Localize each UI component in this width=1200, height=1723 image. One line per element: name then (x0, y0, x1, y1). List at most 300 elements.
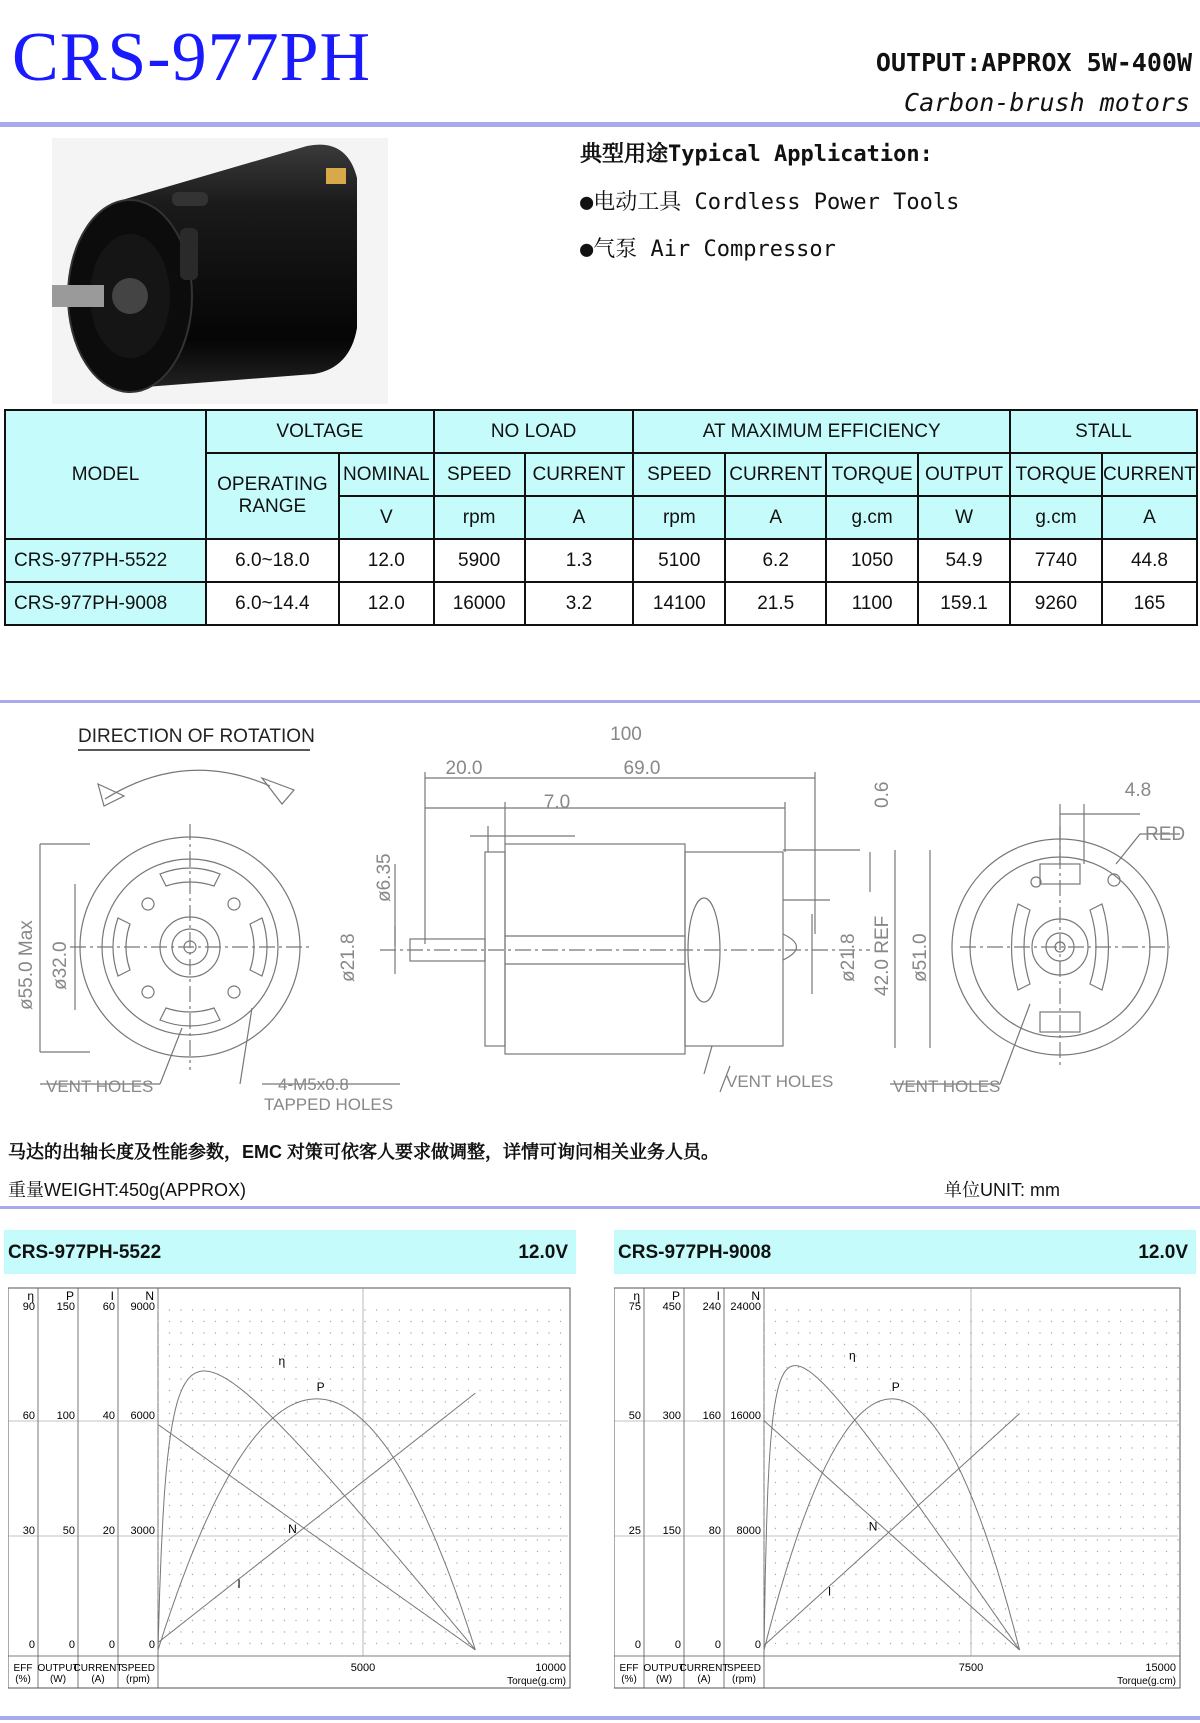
grid-dot (867, 1643, 868, 1644)
grid-dot (468, 1378, 469, 1379)
grid-dot (192, 1574, 193, 1575)
grid-dot (157, 1378, 158, 1379)
grid-dot (1005, 1470, 1006, 1471)
rear-end-view (952, 826, 1170, 1066)
grid-dot (1120, 1482, 1121, 1483)
grid-dot (947, 1309, 948, 1310)
grid-dot (249, 1321, 250, 1322)
grid-dot (1074, 1505, 1075, 1506)
grid-dot (1154, 1643, 1155, 1644)
grid-dot (295, 1620, 296, 1621)
grid-dot (203, 1551, 204, 1552)
grid-dot (422, 1539, 423, 1540)
grid-dot (330, 1620, 331, 1621)
grid-dot (1177, 1355, 1178, 1356)
grid-dot (192, 1413, 193, 1414)
grid-dot (203, 1631, 204, 1632)
grid-dot (809, 1608, 810, 1609)
grid-dot (763, 1378, 764, 1379)
grid-dot (809, 1505, 810, 1506)
grid-dot (272, 1574, 273, 1575)
grid-dot (993, 1424, 994, 1425)
grid-dot (295, 1574, 296, 1575)
grid-dot (215, 1562, 216, 1563)
grid-dot (763, 1332, 764, 1333)
grid-dot (913, 1574, 914, 1575)
grid-dot (215, 1574, 216, 1575)
grid-dot (1131, 1482, 1132, 1483)
grid-dot (809, 1620, 810, 1621)
grid-dot (763, 1562, 764, 1563)
grid-dot (376, 1505, 377, 1506)
grid-dot (1120, 1493, 1121, 1494)
grid-dot (399, 1631, 400, 1632)
grid-dot (341, 1597, 342, 1598)
grid-dot (491, 1309, 492, 1310)
grid-dot (433, 1332, 434, 1333)
grid-dot (1166, 1620, 1167, 1621)
grid-dot (1005, 1551, 1006, 1552)
grid-dot (1051, 1344, 1052, 1345)
grid-dot (330, 1574, 331, 1575)
grid-dot (1120, 1447, 1121, 1448)
grid-dot (821, 1631, 822, 1632)
grid-dot (215, 1401, 216, 1402)
grid-dot (560, 1367, 561, 1368)
grid-dot (763, 1505, 764, 1506)
grid-dot (445, 1401, 446, 1402)
grid-dot (491, 1332, 492, 1333)
grid-dot (330, 1597, 331, 1598)
grid-dot (1108, 1551, 1109, 1552)
grid-dot (855, 1539, 856, 1540)
grid-dot (1051, 1562, 1052, 1563)
grid-dot (993, 1344, 994, 1345)
grid-dot (364, 1436, 365, 1437)
grid-dot (1154, 1436, 1155, 1437)
grid-dot (890, 1470, 891, 1471)
grid-dot (307, 1597, 308, 1598)
grid-dot (821, 1459, 822, 1460)
grid-dot (180, 1539, 181, 1540)
grid-dot (901, 1505, 902, 1506)
grid-dot (1131, 1493, 1132, 1494)
grid-dot (353, 1390, 354, 1391)
grid-dot (445, 1470, 446, 1471)
grid-dot (491, 1574, 492, 1575)
grid-dot (786, 1424, 787, 1425)
grid-dot (330, 1401, 331, 1402)
grid-dot (410, 1643, 411, 1644)
grid-dot (1154, 1528, 1155, 1529)
grid-dot (913, 1539, 914, 1540)
grid-dot (525, 1528, 526, 1529)
grid-dot (1097, 1321, 1098, 1322)
grid-dot (775, 1516, 776, 1517)
grid-dot (1177, 1608, 1178, 1609)
grid-dot (1074, 1355, 1075, 1356)
grid-dot (387, 1608, 388, 1609)
grid-dot (318, 1482, 319, 1483)
grid-dot (238, 1608, 239, 1609)
grid-dot (433, 1413, 434, 1414)
efficiency-curve (764, 1366, 1020, 1650)
grid-dot (468, 1309, 469, 1310)
axis-tick-label: 160 (702, 1410, 721, 1422)
grid-dot (456, 1378, 457, 1379)
grid-dot (844, 1482, 845, 1483)
grid-dot (993, 1332, 994, 1333)
grid-dot (157, 1436, 158, 1437)
grid-dot (982, 1620, 983, 1621)
table-cell: 6.0~18.0 (206, 539, 339, 582)
rotation-label: DIRECTION OF ROTATION (78, 726, 315, 747)
grid-dot (936, 1459, 937, 1460)
grid-dot (376, 1539, 377, 1540)
grid-dot (1120, 1390, 1121, 1391)
grid-dot (387, 1470, 388, 1471)
grid-dot (238, 1597, 239, 1598)
grid-dot (560, 1470, 561, 1471)
grid-dot (445, 1355, 446, 1356)
grid-dot (341, 1539, 342, 1540)
grid-dot (959, 1447, 960, 1448)
grid-dot (215, 1551, 216, 1552)
grid-dot (445, 1482, 446, 1483)
grid-dot (272, 1562, 273, 1563)
table-cell: 3.2 (525, 582, 634, 625)
grid-dot (1051, 1401, 1052, 1402)
grid-dot (890, 1505, 891, 1506)
grid-dot (1154, 1516, 1155, 1517)
axis-tick-label: 150 (56, 1301, 75, 1313)
grid-dot (936, 1505, 937, 1506)
stall-group: STALL (1010, 410, 1197, 453)
grid-dot (445, 1608, 446, 1609)
grid-dot (798, 1332, 799, 1333)
grid-dot (560, 1424, 561, 1425)
grid-dot (1051, 1551, 1052, 1552)
grid-dot (913, 1367, 914, 1368)
grid-dot (249, 1378, 250, 1379)
grid-dot (353, 1459, 354, 1460)
grid-dot (982, 1378, 983, 1379)
grid-dot (1062, 1608, 1063, 1609)
grid-dot (1166, 1470, 1167, 1471)
grid-dot (1062, 1378, 1063, 1379)
grid-dot (226, 1585, 227, 1586)
grid-dot (832, 1470, 833, 1471)
grid-dot (1005, 1309, 1006, 1310)
grid-dot (203, 1505, 204, 1506)
grid-dot (1097, 1459, 1098, 1460)
grid-dot (422, 1424, 423, 1425)
grid-dot (157, 1321, 158, 1322)
grid-dot (238, 1516, 239, 1517)
grid-dot (821, 1493, 822, 1494)
grid-dot (775, 1597, 776, 1598)
grid-dot (947, 1597, 948, 1598)
grid-dot (1074, 1539, 1075, 1540)
table-cell: 7740 (1010, 539, 1102, 582)
grid-dot (422, 1447, 423, 1448)
grid-dot (901, 1367, 902, 1368)
grid-dot (844, 1367, 845, 1368)
grid-dot (1051, 1436, 1052, 1437)
grid-dot (548, 1321, 549, 1322)
grid-dot (1051, 1574, 1052, 1575)
grid-dot (341, 1332, 342, 1333)
grid-dot (1177, 1493, 1178, 1494)
grid-dot (353, 1378, 354, 1379)
grid-dot (832, 1574, 833, 1575)
axis-tick-label: 60 (102, 1301, 115, 1313)
grid-dot (433, 1378, 434, 1379)
grid-dot (502, 1562, 503, 1563)
grid-dot (318, 1367, 319, 1368)
grid-dot (364, 1482, 365, 1483)
grid-dot (537, 1597, 538, 1598)
grid-dot (1131, 1620, 1132, 1621)
grid-dot (1131, 1528, 1132, 1529)
grid-dot (203, 1516, 204, 1517)
grid-dot (525, 1401, 526, 1402)
grid-dot (855, 1332, 856, 1333)
axis-tick-label: 90 (22, 1301, 35, 1313)
grid-dot (1166, 1493, 1167, 1494)
grid-dot (215, 1367, 216, 1368)
grid-dot (1016, 1539, 1017, 1540)
grid-dot (456, 1551, 457, 1552)
grid-dot (890, 1344, 891, 1345)
grid-dot (272, 1424, 273, 1425)
grid-dot (982, 1367, 983, 1368)
grid-dot (821, 1332, 822, 1333)
grid-dot (353, 1597, 354, 1598)
grid-dot (936, 1539, 937, 1540)
grid-dot (1154, 1344, 1155, 1345)
grid-dot (433, 1562, 434, 1563)
grid-dot (844, 1309, 845, 1310)
grid-dot (982, 1551, 983, 1552)
grid-dot (479, 1459, 480, 1460)
grid-dot (560, 1574, 561, 1575)
grid-dot (936, 1470, 937, 1471)
grid-dot (821, 1378, 822, 1379)
grid-dot (947, 1516, 948, 1517)
grid-dot (1085, 1620, 1086, 1621)
grid-dot (203, 1401, 204, 1402)
grid-dot (180, 1608, 181, 1609)
grid-dot (1005, 1482, 1006, 1483)
grid-dot (479, 1436, 480, 1437)
axis-tick-label: 300 (662, 1410, 681, 1422)
grid-dot (1062, 1401, 1063, 1402)
grid-dot (203, 1482, 204, 1483)
grid-dot (192, 1309, 193, 1310)
grid-dot (821, 1321, 822, 1322)
grid-dot (284, 1643, 285, 1644)
grid-dot (1143, 1470, 1144, 1471)
grid-dot (809, 1585, 810, 1586)
grid-dot (410, 1390, 411, 1391)
grid-dot (1131, 1390, 1132, 1391)
axis-symbol: P (65, 1289, 74, 1303)
grid-dot (924, 1585, 925, 1586)
grid-dot (491, 1539, 492, 1540)
grid-dot (226, 1424, 227, 1425)
grid-dot (1016, 1367, 1017, 1368)
grid-dot (456, 1321, 457, 1322)
grid-dot (947, 1355, 948, 1356)
grid-dot (867, 1562, 868, 1563)
grid-dot (433, 1505, 434, 1506)
axis-tick-label: 3000 (130, 1525, 155, 1537)
grid-dot (284, 1493, 285, 1494)
grid-dot (844, 1620, 845, 1621)
grid-dot (215, 1424, 216, 1425)
grid-dot (1143, 1597, 1144, 1598)
grid-dot (809, 1390, 810, 1391)
grid-dot (560, 1390, 561, 1391)
grid-dot (1108, 1528, 1109, 1529)
grid-dot (560, 1401, 561, 1402)
grid-dot (982, 1401, 983, 1402)
grid-dot (1074, 1493, 1075, 1494)
grid-dot (433, 1482, 434, 1483)
grid-dot (514, 1631, 515, 1632)
grid-dot (548, 1378, 549, 1379)
grid-dot (514, 1309, 515, 1310)
grid-dot (422, 1493, 423, 1494)
grid-dot (387, 1574, 388, 1575)
grid-dot (353, 1355, 354, 1356)
grid-dot (1074, 1413, 1075, 1414)
grid-dot (169, 1620, 170, 1621)
grid-dot (307, 1401, 308, 1402)
grid-dot (1051, 1424, 1052, 1425)
grid-dot (422, 1643, 423, 1644)
grid-dot (775, 1344, 776, 1345)
grid-dot (491, 1459, 492, 1460)
grid-dot (913, 1470, 914, 1471)
grid-dot (832, 1355, 833, 1356)
grid-dot (330, 1447, 331, 1448)
grid-dot (1028, 1493, 1029, 1494)
grid-dot (353, 1516, 354, 1517)
grid-dot (890, 1355, 891, 1356)
grid-dot (456, 1344, 457, 1345)
grid-dot (341, 1378, 342, 1379)
grid-dot (364, 1401, 365, 1402)
grid-dot (855, 1413, 856, 1414)
grid-dot (1154, 1608, 1155, 1609)
grid-dot (169, 1516, 170, 1517)
grid-dot (775, 1332, 776, 1333)
grid-dot (809, 1401, 810, 1402)
grid-dot (1108, 1401, 1109, 1402)
grid-dot (560, 1516, 561, 1517)
grid-dot (514, 1355, 515, 1356)
grid-dot (1097, 1470, 1098, 1471)
grid-dot (192, 1528, 193, 1529)
grid-dot (537, 1401, 538, 1402)
grid-dot (1051, 1367, 1052, 1368)
grid-dot (468, 1620, 469, 1621)
grid-dot (1085, 1528, 1086, 1529)
grid-dot (180, 1459, 181, 1460)
grid-dot (318, 1505, 319, 1506)
grid-dot (1143, 1436, 1144, 1437)
grid-dot (456, 1585, 457, 1586)
grid-dot (1074, 1516, 1075, 1517)
grid-dot (901, 1643, 902, 1644)
grid-dot (387, 1390, 388, 1391)
grid-dot (1143, 1562, 1144, 1563)
grid-dot (947, 1367, 948, 1368)
grid-dot (157, 1401, 158, 1402)
grid-dot (422, 1367, 423, 1368)
grid-dot (261, 1516, 262, 1517)
grid-dot (1166, 1424, 1167, 1425)
grid-dot (364, 1459, 365, 1460)
grid-dot (318, 1493, 319, 1494)
grid-dot (901, 1309, 902, 1310)
grid-dot (1062, 1482, 1063, 1483)
grid-dot (468, 1321, 469, 1322)
grid-dot (798, 1447, 799, 1448)
grid-dot (1131, 1585, 1132, 1586)
grid-dot (1039, 1505, 1040, 1506)
grid-dot (548, 1436, 549, 1437)
grid-dot (560, 1562, 561, 1563)
grid-dot (1131, 1551, 1132, 1552)
grid-dot (341, 1631, 342, 1632)
grid-dot (192, 1401, 193, 1402)
grid-dot (261, 1597, 262, 1598)
grid-dot (226, 1309, 227, 1310)
grid-dot (410, 1413, 411, 1414)
grid-dot (364, 1620, 365, 1621)
grid-dot (1039, 1378, 1040, 1379)
grid-dot (387, 1528, 388, 1529)
grid-dot (775, 1470, 776, 1471)
grid-dot (180, 1516, 181, 1517)
grid-dot (1120, 1436, 1121, 1437)
grid-dot (1085, 1413, 1086, 1414)
table-cell: 159.1 (918, 582, 1010, 625)
grid-dot (548, 1355, 549, 1356)
grid-dot (1039, 1332, 1040, 1333)
grid-dot (284, 1585, 285, 1586)
speed-curve-label: N (288, 1521, 297, 1536)
grid-dot (786, 1401, 787, 1402)
grid-dot (272, 1539, 273, 1540)
grid-dot (832, 1620, 833, 1621)
header-divider (0, 122, 1200, 127)
grid-dot (786, 1459, 787, 1460)
chart-voltage: 12.0V (1138, 1242, 1188, 1263)
grid-dot (537, 1321, 538, 1322)
grid-dot (445, 1424, 446, 1425)
grid-dot (387, 1332, 388, 1333)
grid-dot (525, 1436, 526, 1437)
grid-dot (514, 1551, 515, 1552)
grid-dot (456, 1505, 457, 1506)
grid-dot (410, 1367, 411, 1368)
grid-dot (1097, 1643, 1098, 1644)
grid-dot (307, 1562, 308, 1563)
